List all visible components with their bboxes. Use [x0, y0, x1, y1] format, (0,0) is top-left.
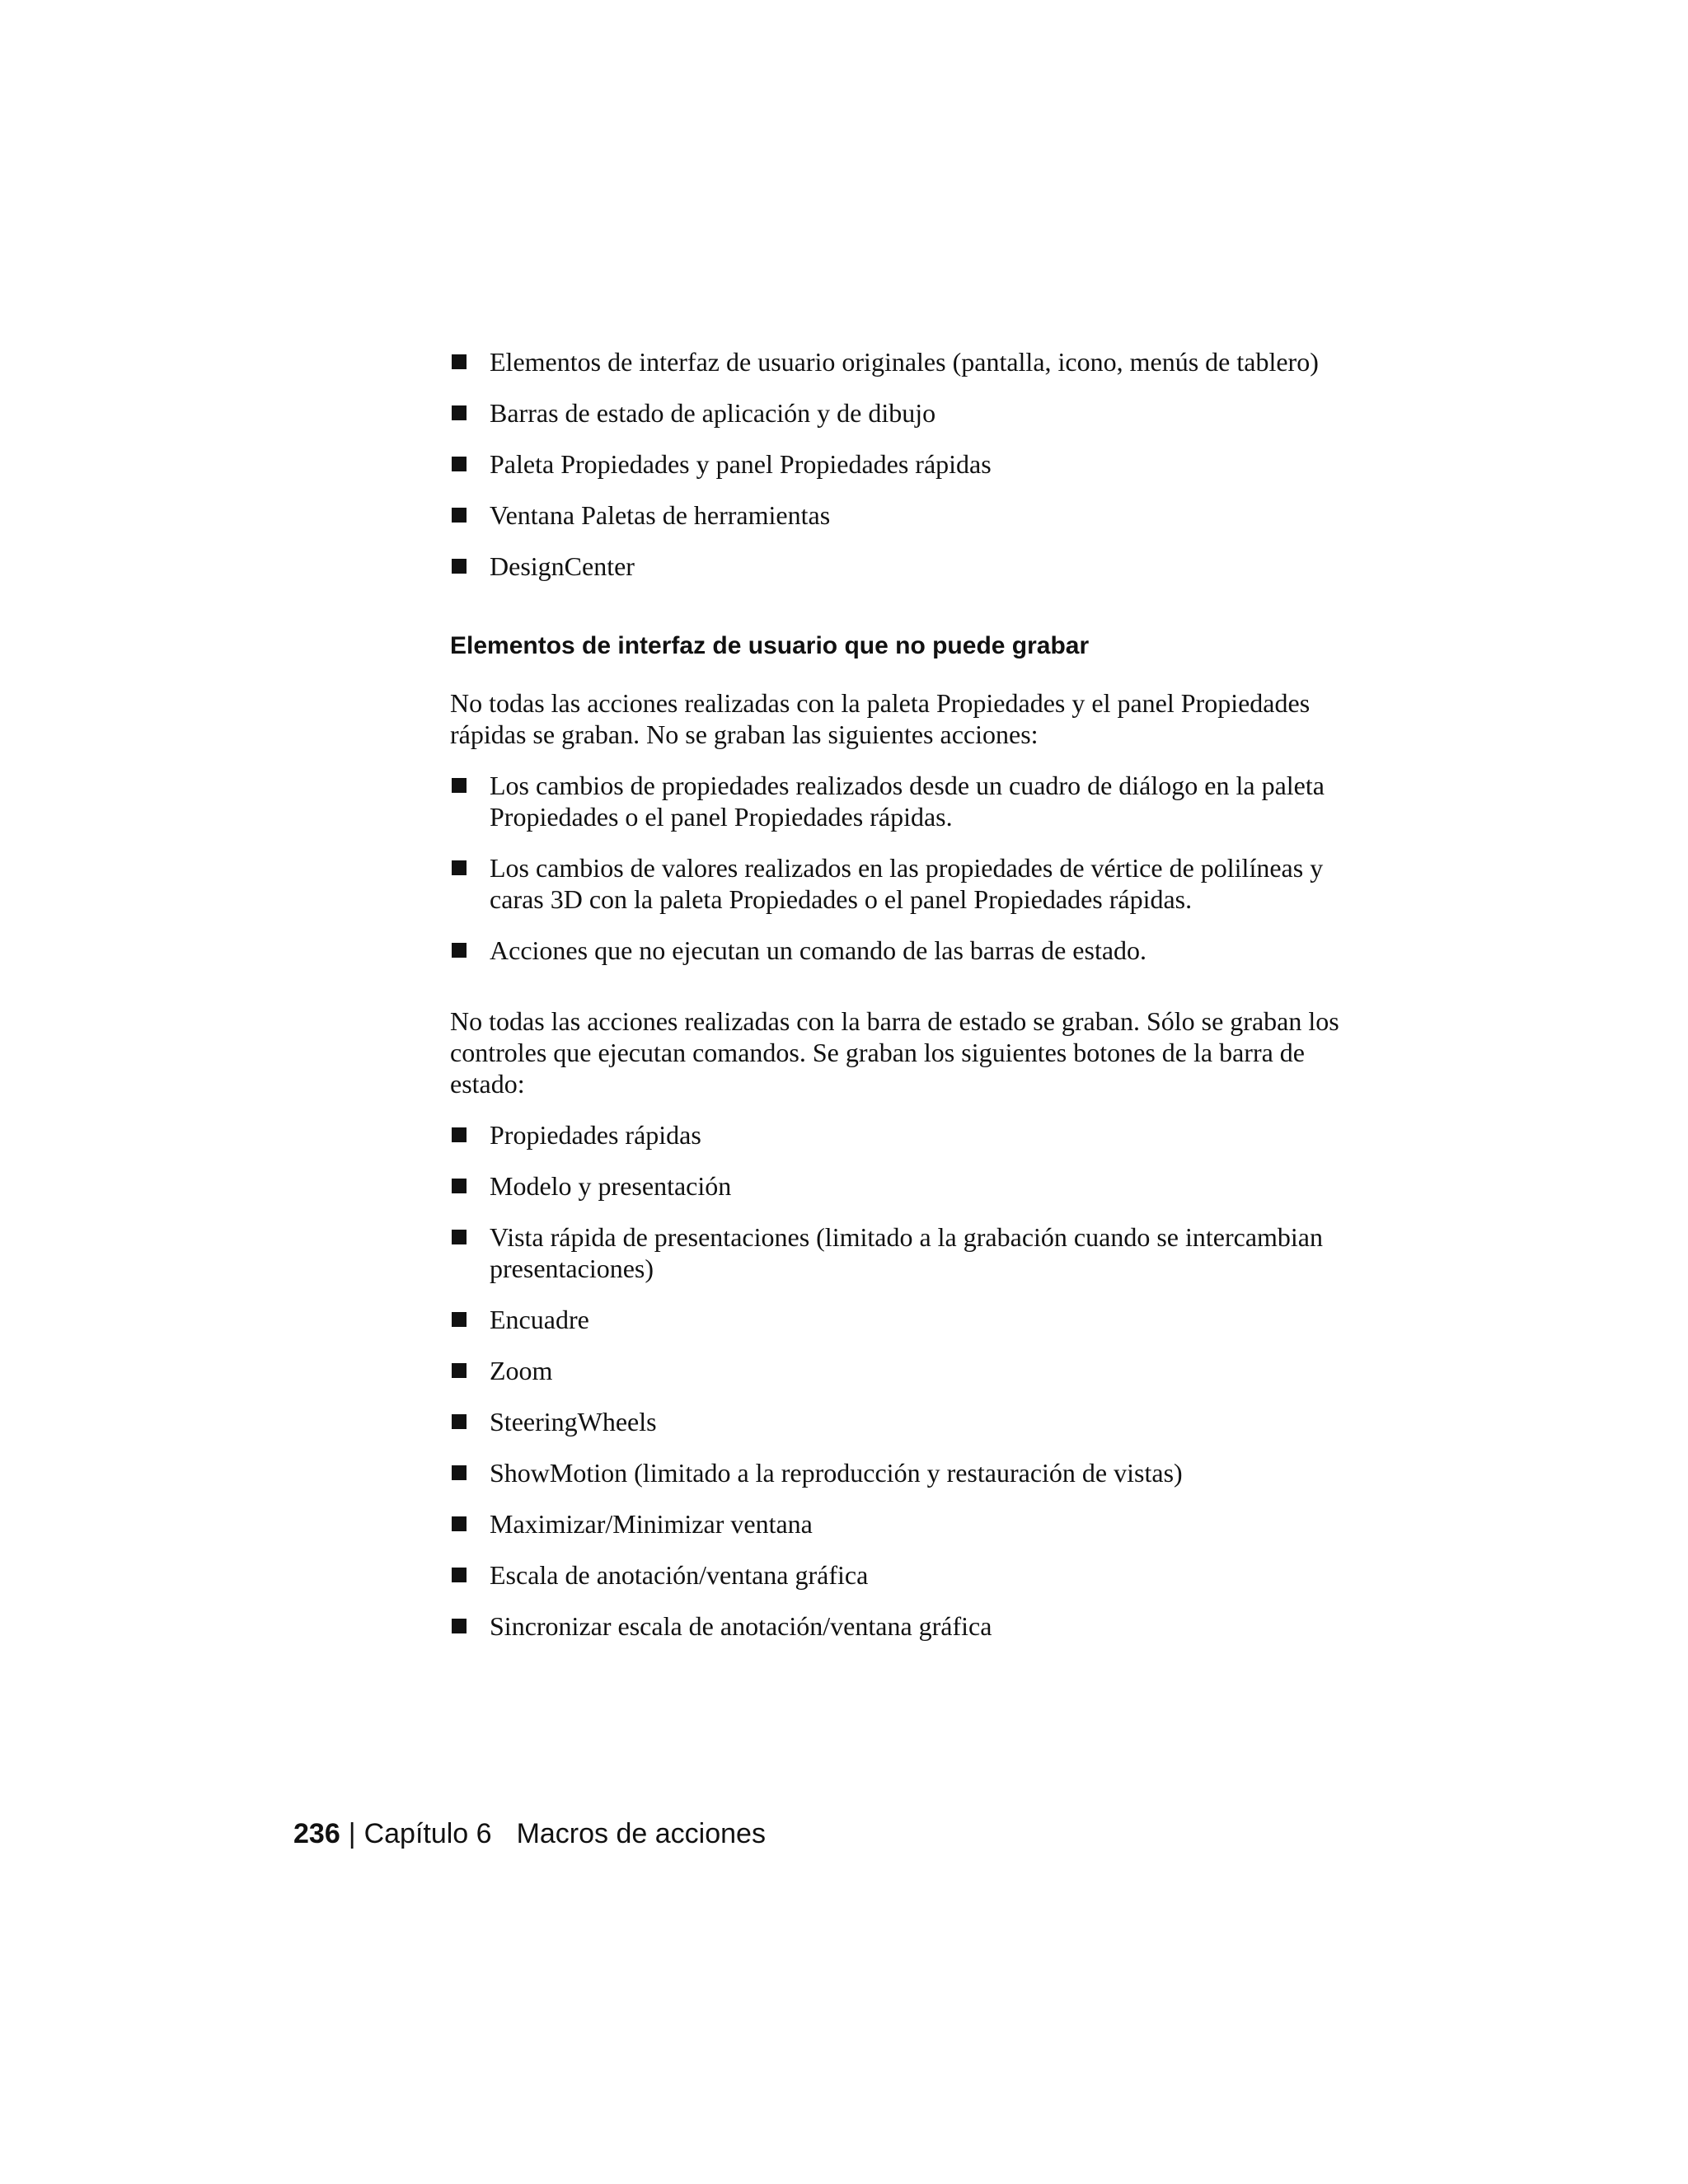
- square-bullet-icon: [452, 508, 467, 523]
- square-bullet-icon: [452, 1516, 467, 1531]
- list-item: Propiedades rápidas: [450, 1119, 1340, 1151]
- list-item: Elementos de interfaz de usuario originales (pantalla, icono, menús de tablero): [450, 346, 1340, 377]
- list-item: Sincronizar escala de anotación/ventana gráfica: [450, 1610, 1340, 1642]
- list-item: Encuadre: [450, 1304, 1340, 1335]
- list-item: Zoom: [450, 1355, 1340, 1386]
- bullet-list-not-recorded: [450, 770, 1340, 966]
- list-item: Vista rápida de presentaciones (limitado a la grabación cuando se intercambian presentaciones): [450, 1221, 1340, 1284]
- chapter-label: Capítulo 6: [363, 1818, 492, 1849]
- square-bullet-icon: [452, 1619, 467, 1633]
- list-item: Escala de anotación/ventana gráfica: [450, 1559, 1340, 1591]
- page-number: 236: [293, 1818, 340, 1849]
- square-bullet-icon: [452, 1414, 467, 1429]
- square-bullet-icon: [452, 1568, 467, 1582]
- square-bullet-icon: [452, 1465, 467, 1480]
- square-bullet-icon: [452, 1179, 467, 1193]
- list-item: Paleta Propiedades y panel Propiedades rápidas: [450, 448, 1340, 480]
- bullet-list-recordable: [450, 346, 1340, 582]
- square-bullet-icon: [452, 457, 467, 471]
- page-body: [450, 346, 1340, 1661]
- square-bullet-icon: [452, 354, 467, 369]
- square-bullet-icon: [452, 1230, 467, 1244]
- list-item: Ventana Paletas de herramientas: [450, 499, 1340, 531]
- square-bullet-icon: [452, 405, 467, 420]
- footer-separator: |: [348, 1818, 356, 1849]
- square-bullet-icon: [452, 860, 467, 875]
- paragraph: No todas las acciones realizadas con la paleta Propiedades y el panel Propiedades rápidas se graban. No se graban las siguientes acciones:: [450, 688, 1311, 749]
- square-bullet-icon: [452, 559, 467, 574]
- chapter-title: Macros de acciones: [516, 1818, 766, 1849]
- list-item: Los cambios de valores realizados en las propiedades de vértice de polilíneas y caras 3D con la paleta Propiedades o el panel Propiedades rápidas.: [450, 852, 1340, 915]
- list-item: SteeringWheels: [450, 1406, 1340, 1437]
- paragraph: No todas las acciones realizadas con la barra de estado se graban. Sólo se graban los controles que ejecutan comandos. Se graban los siguientes botones de la barra de estado:: [450, 1006, 1339, 1099]
- square-bullet-icon: [452, 1312, 467, 1327]
- page-footer: [293, 1817, 766, 1850]
- square-bullet-icon: [452, 1363, 467, 1378]
- bullet-list-status-bar-buttons: [450, 1119, 1340, 1642]
- section-heading: Elementos de interfaz de usuario que no puede grabar: [450, 632, 1090, 659]
- list-item: Barras de estado de aplicación y de dibujo: [450, 397, 1340, 429]
- list-item: Acciones que no ejecutan un comando de las barras de estado.: [450, 935, 1340, 966]
- square-bullet-icon: [452, 1127, 467, 1142]
- square-bullet-icon: [452, 778, 467, 793]
- list-item: Maximizar/Minimizar ventana: [450, 1508, 1340, 1540]
- list-item: DesignCenter: [450, 551, 1340, 582]
- list-item: ShowMotion (limitado a la reproducción y restauración de vistas): [450, 1457, 1340, 1488]
- square-bullet-icon: [452, 943, 467, 958]
- list-item: Modelo y presentación: [450, 1170, 1340, 1202]
- list-item: Los cambios de propiedades realizados desde un cuadro de diálogo en la paleta Propiedades o el panel Propiedades rápidas.: [450, 770, 1340, 832]
